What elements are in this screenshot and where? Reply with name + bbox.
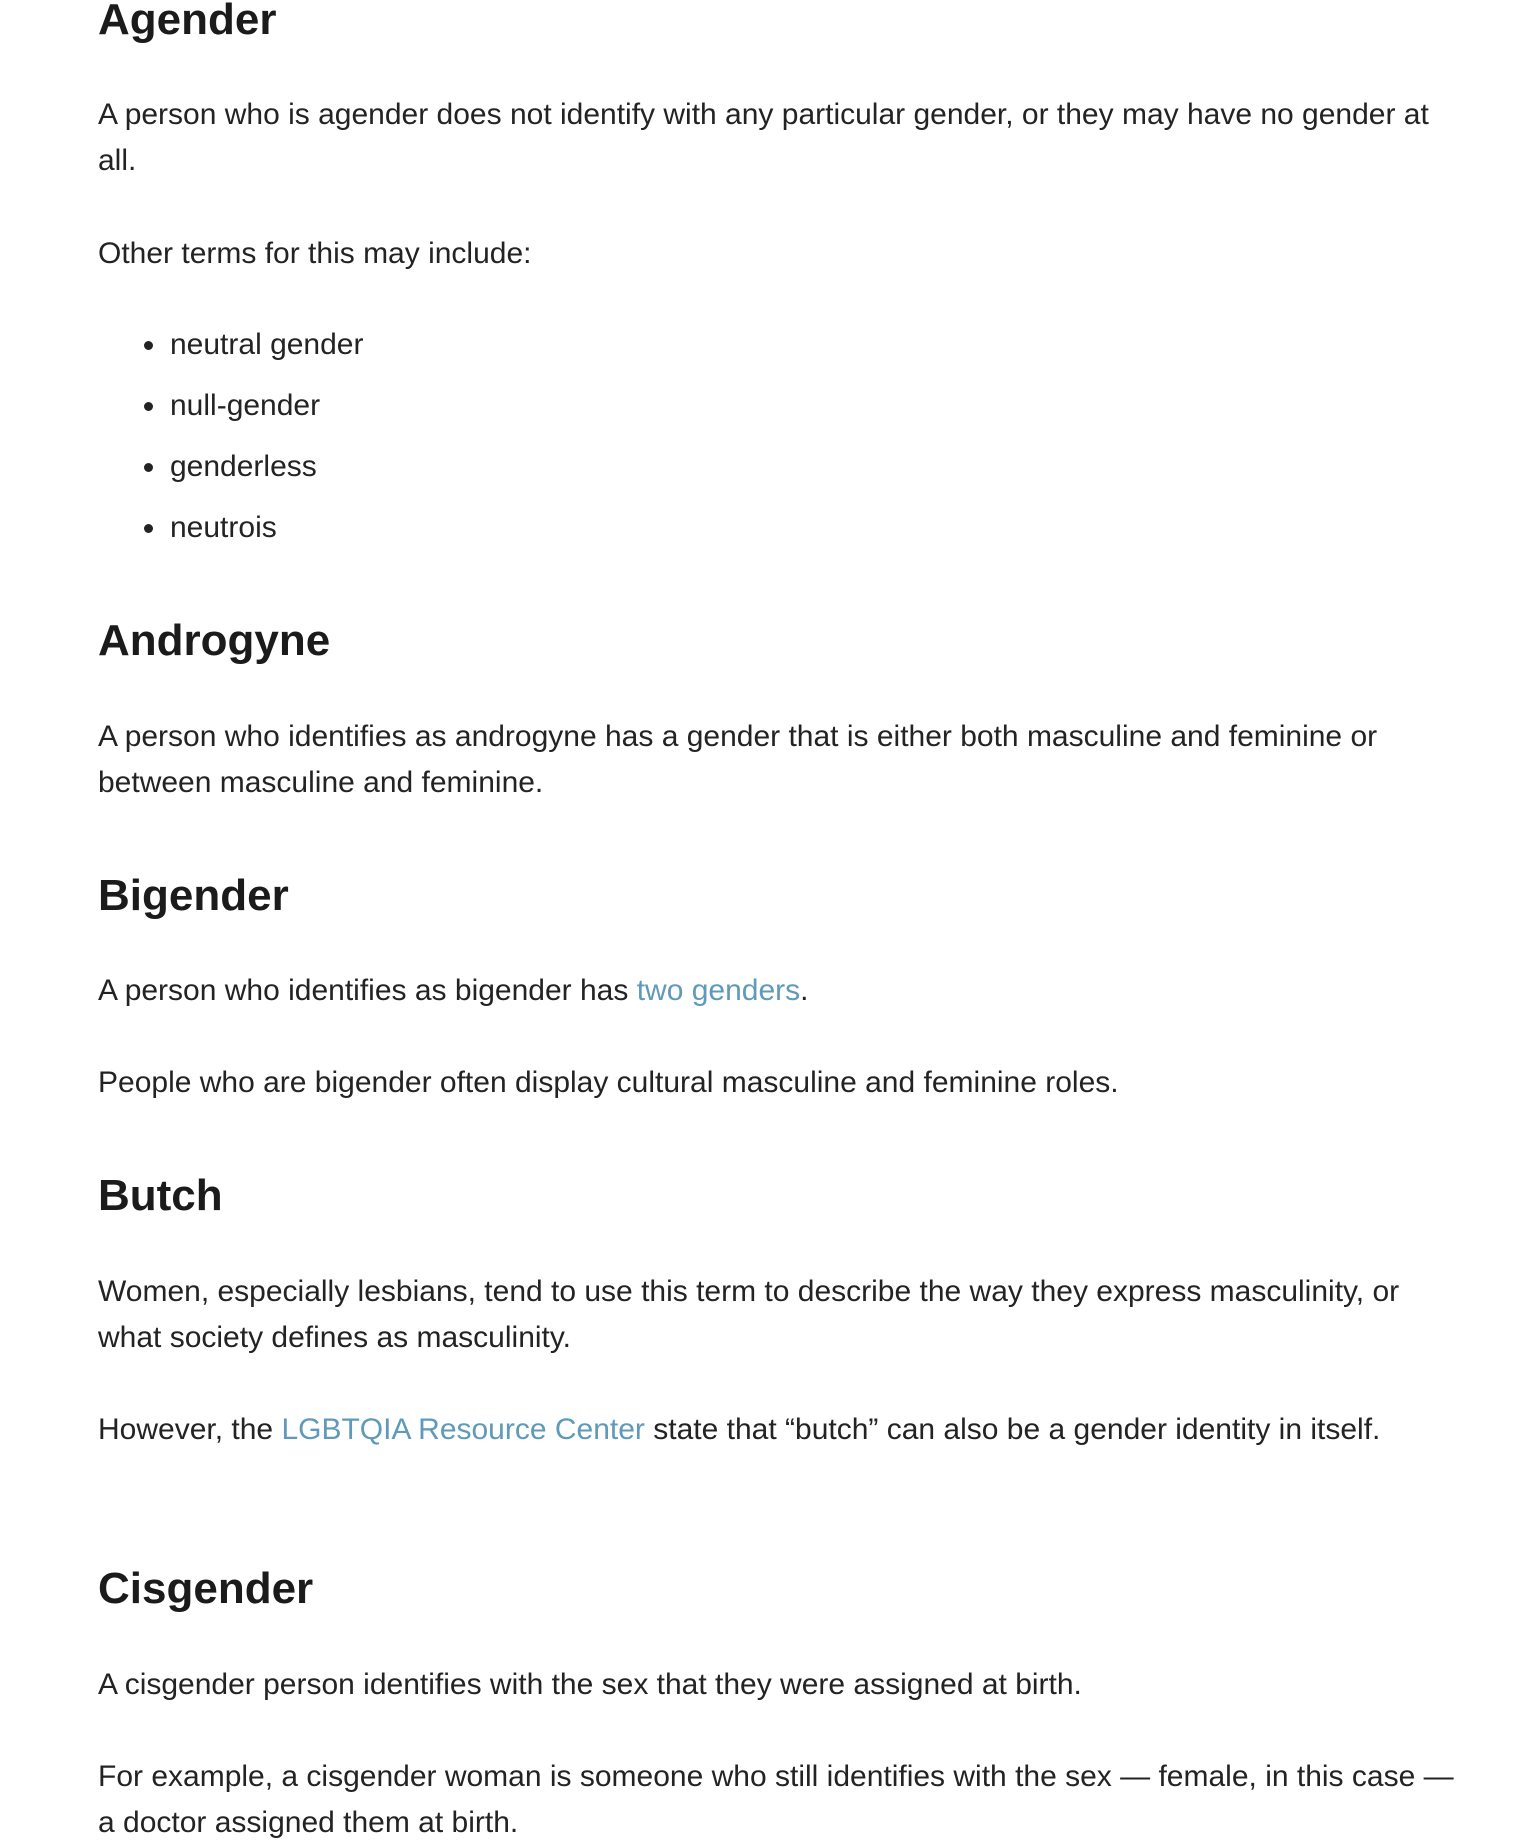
lgbtqia-resource-center-link[interactable]: LGBTQIA Resource Center — [281, 1413, 645, 1446]
bigender-definition-end: . — [800, 974, 809, 1007]
bullet-icon — [144, 524, 153, 533]
agender-definition: A person who is agender does not identify with any particular gender, or they may have no gender at all. — [98, 98, 1429, 177]
list-item-label: null-gender — [170, 389, 321, 422]
heading-bigender: Bigender — [98, 871, 289, 920]
heading-agender: Agender — [98, 0, 277, 44]
butch-identity-note — [98, 1407, 1458, 1453]
list-item-label: neutrois — [170, 511, 277, 544]
bigender-roles: People who are bigender often display cultural masculine and feminine roles. — [98, 1066, 1119, 1099]
heading-cisgender: Cisgender — [98, 1564, 314, 1613]
list-item-label: genderless — [170, 450, 317, 483]
two-genders-link[interactable]: two genders — [636, 974, 801, 1007]
bullet-icon — [144, 463, 153, 472]
butch-note-text: However, the — [98, 1413, 282, 1446]
bullet-icon — [144, 402, 153, 411]
cisgender-example: For example, a cisgender woman is someone who still identifies with the sex — female, in this case — a doctor assigned them at birth. — [98, 1760, 1454, 1839]
butch-note-end: state that “butch” can also be a gender identity in itself. — [644, 1413, 1381, 1446]
heading-androgyne: Androgyne — [98, 616, 331, 665]
list-item-label: neutral gender — [170, 328, 364, 361]
bigender-definition — [98, 968, 1458, 1014]
agender-other-terms-intro: Other terms for this may include: — [98, 237, 532, 270]
heading-butch: Butch — [98, 1171, 223, 1220]
cisgender-definition: A cisgender person identifies with the sex that they were assigned at birth. — [98, 1668, 1082, 1701]
butch-definition: Women, especially lesbians, tend to use this term to describe the way they express masculinity, or what society defines as masculinity. — [98, 1275, 1400, 1354]
bullet-icon — [144, 341, 153, 350]
androgyne-definition: A person who identifies as androgyne has a gender that is either both masculine and feminine or between masculine and feminine. — [98, 720, 1378, 799]
bigender-definition-text: A person who identifies as bigender has — [98, 974, 637, 1007]
